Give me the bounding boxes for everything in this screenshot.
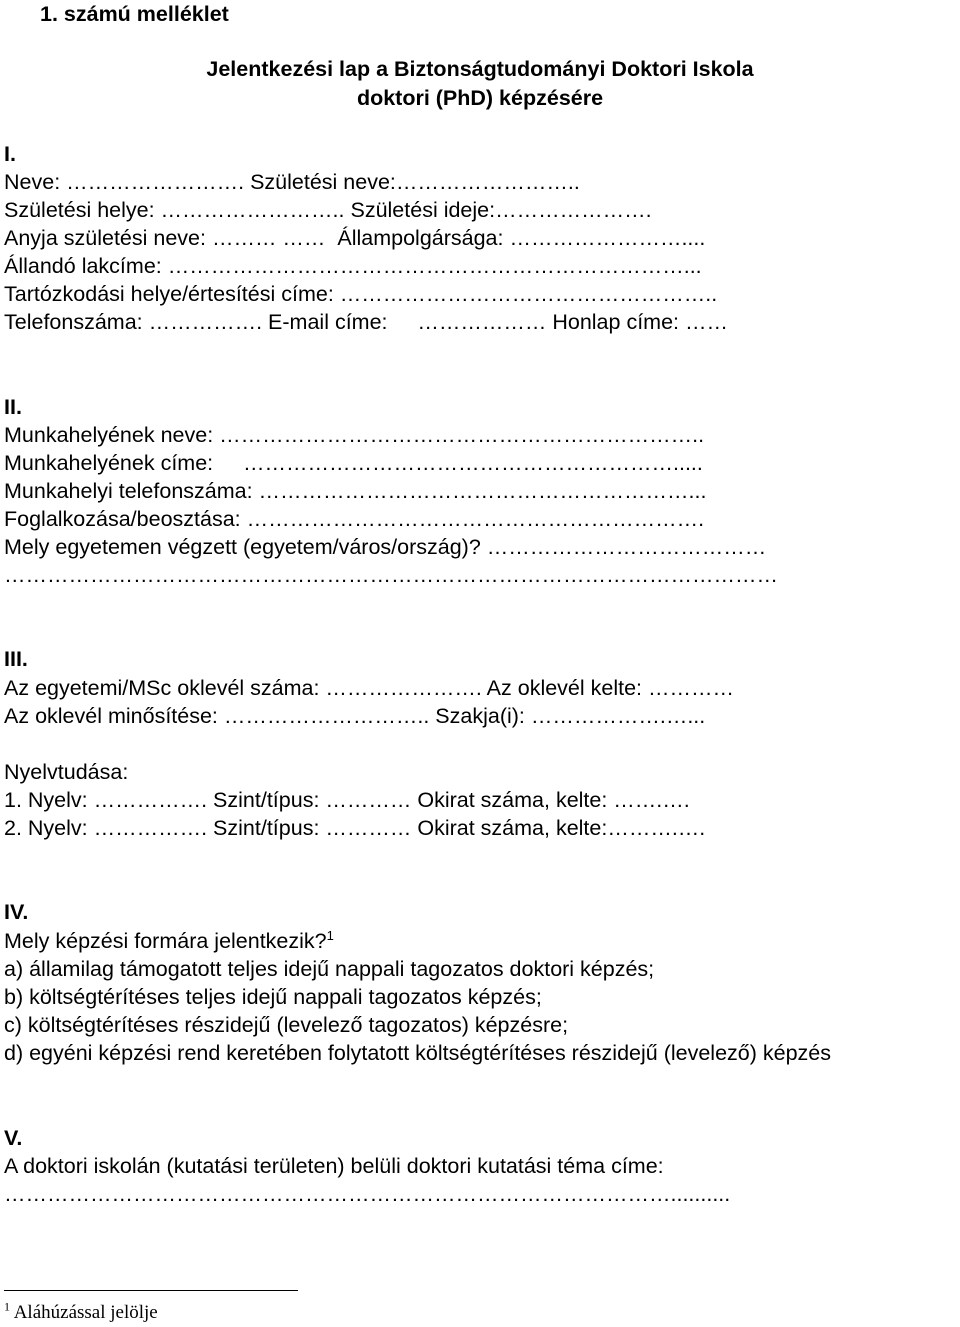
section-2-heading: II. bbox=[4, 395, 22, 419]
university-field-line: Mely egyetemen végzett (egyetem/város/ország)? ………………………………… bbox=[4, 535, 767, 559]
diploma-number-field-line: Az egyetemi/MSc oklevél száma: …………………. Az oklevél kelte: ………… bbox=[4, 676, 735, 700]
section-1-heading: I. bbox=[4, 142, 16, 166]
footnote-number: 1 bbox=[4, 1299, 10, 1314]
training-option-b: b) költségtérítéses teljes idejű nappali tagozatos képzés; bbox=[4, 985, 542, 1009]
language-2-field-line: 2. Nyelv: ……………. Szint/típus: ………… Okirat száma, kelte:……….…. bbox=[4, 816, 706, 840]
footnote bbox=[4, 1301, 158, 1325]
footnote-text: Aláhúzással jelölje bbox=[13, 1302, 158, 1323]
residence-field-line: Tartózkodási helye/értesítési címe: …………………………………………….. bbox=[4, 282, 718, 306]
footnote-separator bbox=[4, 1290, 298, 1291]
form-title-line-1: Jelentkezési lap a Biztonságtudományi Doktori Iskola bbox=[206, 57, 754, 81]
research-topic-answer-line: ………………………………………………………………………………….......... bbox=[4, 1182, 731, 1206]
workplace-phone-field-line: Munkahelyi telefonszáma: ……………………………………………………... bbox=[4, 479, 707, 503]
workplace-name-field-line: Munkahelyének neve: ………………………………………………………….. bbox=[4, 423, 705, 447]
footnote-marker: 1 bbox=[326, 927, 334, 943]
workplace-address-field-line: Munkahelyének címe: ……………………………………………………..... bbox=[4, 451, 703, 475]
training-option-a: a) államilag támogatott teljes idejű nappali tagozatos doktori képzés; bbox=[4, 957, 655, 981]
language-skills-label: Nyelvtudása: bbox=[4, 760, 129, 784]
language-1-field-line: 1. Nyelv: ……………. Szint/típus: ………… Okirat száma, kelte: …….…. bbox=[4, 788, 690, 812]
annex-title: 1. számú melléklet bbox=[40, 2, 229, 26]
name-field-line: Neve: ……………………. Születési neve:…………………….. bbox=[4, 170, 580, 194]
training-form-question bbox=[4, 927, 334, 955]
research-topic-question: A doktori iskolán (kutatási területen) belüli doktori kutatási téma címe: bbox=[4, 1154, 664, 1178]
section-5-heading: V. bbox=[4, 1126, 23, 1150]
university-continuation-line: ……………………………………………………………………………………………… bbox=[4, 563, 778, 587]
form-title-line-2: doktori (PhD) képzésére bbox=[356, 86, 604, 110]
occupation-field-line: Foglalkozása/beosztása: ………………………………………………………. bbox=[4, 507, 705, 531]
training-option-c: c) költségtérítéses részidejű (levelező tagozatos) képzésre; bbox=[4, 1013, 569, 1037]
permanent-address-field-line: Állandó lakcíme: ………………………………………………………………... bbox=[4, 254, 702, 278]
contact-field-line: Telefonszáma: ……………. E-mail címe: ……………… Honlap címe: …… bbox=[4, 310, 728, 334]
section-3-heading: III. bbox=[4, 647, 28, 671]
training-form-question-text: Mely képzési formára jelentkezik? bbox=[4, 929, 327, 953]
birthplace-field-line: Születési helye: …………………….. Születési ideje:…………………. bbox=[4, 198, 652, 222]
section-4-heading: IV. bbox=[4, 900, 29, 924]
mother-name-field-line: Anyja születési neve: ……… …… Állampolgársága: …………………….... bbox=[4, 226, 706, 250]
diploma-grade-field-line: Az oklevél minősítése: ……………………….. Szakja(i): ……………….…... bbox=[4, 704, 706, 728]
training-option-d: d) egyéni képzési rend keretében folytatott költségtérítéses részidejű (levelező) képzés bbox=[4, 1041, 831, 1065]
